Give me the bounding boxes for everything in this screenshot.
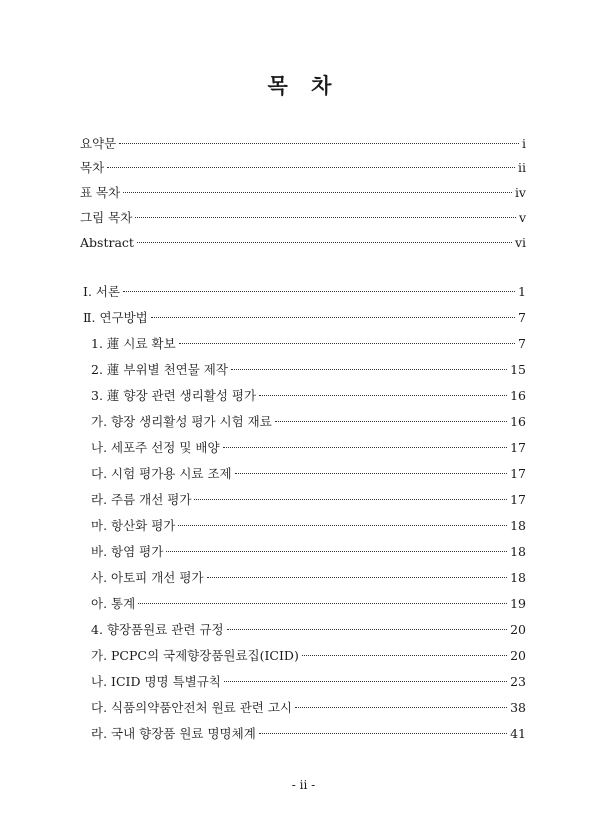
toc-entry-section[interactable] xyxy=(80,386,526,406)
toc-entry-label: Abstract xyxy=(80,235,134,250)
toc-entry-subsection[interactable] xyxy=(80,698,526,718)
dot-leader xyxy=(259,395,507,396)
toc-entry-label: 다. 식품의약품안전처 원료 관련 고시 xyxy=(91,700,292,715)
dot-leader xyxy=(119,143,519,144)
toc-entry-section[interactable] xyxy=(80,334,526,354)
toc-entry-label: 3. 蓮 향장 관련 생리활성 평가 xyxy=(91,388,257,403)
toc-entry-subsection[interactable] xyxy=(80,542,526,562)
toc-entry-page: 23 xyxy=(510,674,526,689)
toc-entry-subsection[interactable] xyxy=(80,490,526,510)
dot-leader xyxy=(179,343,515,344)
toc-entry-abstract[interactable] xyxy=(80,233,526,253)
toc-entry-subsection[interactable] xyxy=(80,438,526,458)
toc-entry-label: 4. 향장품원료 관련 규정 xyxy=(91,622,224,637)
dot-leader xyxy=(235,473,507,474)
dot-leader xyxy=(295,707,507,708)
dot-leader xyxy=(137,242,512,243)
toc-entry-page: 20 xyxy=(510,622,526,637)
toc-entry-subsection[interactable] xyxy=(80,568,526,588)
toc-entry-label: 라. 국내 향장품 원료 명명체계 xyxy=(91,726,256,741)
toc-entry-page: 17 xyxy=(510,440,526,455)
toc-entry-label: 2. 蓮 부위별 천연물 제작 xyxy=(91,362,228,377)
dot-leader xyxy=(224,681,507,682)
toc-entry-page: 7 xyxy=(518,336,526,351)
toc-entry-subsection[interactable] xyxy=(80,516,526,536)
toc-entry-chapter[interactable] xyxy=(80,282,526,302)
toc-entry-contents[interactable] xyxy=(80,158,526,178)
toc-entry-label: 나. 세포주 선정 및 배양 xyxy=(91,440,220,455)
dot-leader xyxy=(166,551,507,552)
toc-entry-page: 17 xyxy=(510,466,526,481)
toc-entry-page: 15 xyxy=(510,362,526,377)
toc-entry-page: 18 xyxy=(510,544,526,559)
toc-entry-page: 19 xyxy=(510,596,526,611)
toc-entry-page: 17 xyxy=(510,492,526,507)
toc-entry-label: 요약문 xyxy=(80,136,117,151)
toc-entry-page: v xyxy=(518,210,526,225)
dot-leader xyxy=(231,369,507,370)
toc-entry-chapter[interactable] xyxy=(80,308,526,328)
toc-entry-section[interactable] xyxy=(80,620,526,640)
toc-entry-page: 1 xyxy=(518,284,526,299)
toc-entry-label: 가. 향장 생리활성 평가 시험 재료 xyxy=(91,414,272,429)
page-number-footer: - ii - xyxy=(291,778,316,792)
dot-leader xyxy=(123,192,512,193)
toc-entry-page: 16 xyxy=(510,388,526,403)
toc-entry-label: 그림 목차 xyxy=(80,210,133,225)
toc-entry-page: 18 xyxy=(510,570,526,585)
toc-entry-page: 41 xyxy=(510,726,526,741)
toc-entry-page: 16 xyxy=(510,414,526,429)
toc-entry-subsection[interactable] xyxy=(80,646,526,666)
dot-leader xyxy=(107,167,515,168)
toc-entry-section[interactable] xyxy=(80,360,526,380)
toc-entry-subsection[interactable] xyxy=(80,724,526,744)
dot-leader xyxy=(227,629,508,630)
toc-entry-label: 목차 xyxy=(80,160,105,175)
toc-entry-label: 나. ICID 명명 특별규칙 xyxy=(91,674,221,689)
toc-entry-figure-list[interactable] xyxy=(80,208,526,228)
toc-entry-label: 바. 항염 평가 xyxy=(91,544,164,559)
toc-entry-table-list[interactable] xyxy=(80,183,526,203)
dot-leader xyxy=(275,421,507,422)
dot-leader xyxy=(178,525,507,526)
toc-entry-page: ii xyxy=(518,160,526,175)
dot-leader xyxy=(223,447,508,448)
toc-entry-page: 7 xyxy=(518,310,526,325)
toc-entry-summary[interactable] xyxy=(80,134,526,154)
dot-leader xyxy=(302,655,507,656)
toc-entry-label: 다. 시험 평가용 시료 조제 xyxy=(91,466,232,481)
toc-entry-subsection[interactable] xyxy=(80,412,526,432)
toc-entry-page: 18 xyxy=(510,518,526,533)
toc-entry-label: Ⅱ. 연구방법 xyxy=(83,310,148,325)
toc-entry-label: 마. 항산화 평가 xyxy=(91,518,176,533)
toc-entry-label: 아. 통계 xyxy=(91,596,136,611)
toc-entry-subsection[interactable] xyxy=(80,672,526,692)
page-title: 목 차 xyxy=(267,73,340,98)
toc-entry-label: 사. 아토피 개선 평가 xyxy=(91,570,204,585)
dot-leader xyxy=(135,217,516,218)
dot-leader xyxy=(151,317,515,318)
toc-entry-subsection[interactable] xyxy=(80,594,526,614)
toc-entry-label: 라. 주름 개선 평가 xyxy=(91,492,192,507)
dot-leader xyxy=(123,291,515,292)
dot-leader xyxy=(194,499,507,500)
toc-entry-page: vi xyxy=(514,235,526,250)
toc-entry-label: 가. PCPC의 국제향장품원료집(ICID) xyxy=(91,648,299,663)
toc-entry-page: 20 xyxy=(510,648,526,663)
toc-entry-label: 표 목차 xyxy=(80,185,121,200)
toc-entry-page: iv xyxy=(514,185,526,200)
dot-leader xyxy=(259,733,507,734)
toc-entry-label: 1. 蓮 시료 확보 xyxy=(91,336,176,351)
toc-entry-page: i xyxy=(522,136,526,151)
dot-leader xyxy=(207,577,508,578)
toc-entry-page: 38 xyxy=(510,700,526,715)
toc-entry-subsection[interactable] xyxy=(80,464,526,484)
dot-leader xyxy=(138,603,507,604)
toc-entry-label: Ⅰ. 서론 xyxy=(83,284,121,299)
